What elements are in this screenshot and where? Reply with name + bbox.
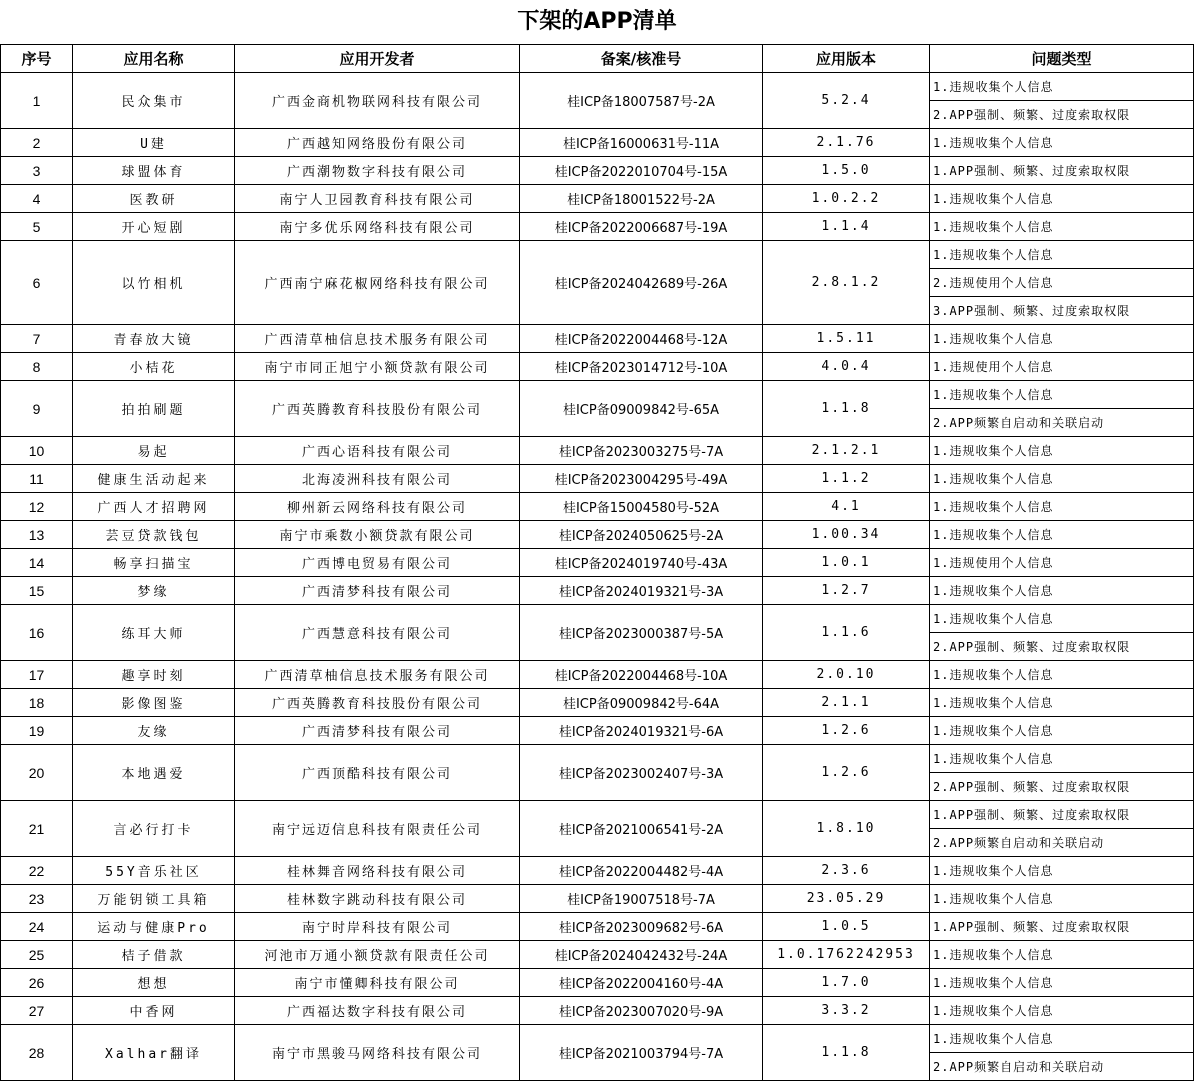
- row-index: 10: [1, 437, 73, 465]
- row-index: 18: [1, 689, 73, 717]
- icp-number-cell: 桂ICP备2024042432号-24A: [520, 941, 763, 969]
- developer-cell: 广西英腾教育科技股份有限公司: [235, 381, 520, 437]
- issue-type-cell: 1.违规使用个人信息: [930, 353, 1194, 381]
- icp-number-cell: 桂ICP备2024050625号-2A: [520, 521, 763, 549]
- developer-cell: 广西南宁麻花椒网络科技有限公司: [235, 241, 520, 325]
- developer-cell: 广西清草柚信息技术服务有限公司: [235, 661, 520, 689]
- icp-number-cell: 桂ICP备2021006541号-2A: [520, 801, 763, 857]
- issue-type-cell: 1.违规收集个人信息: [930, 969, 1194, 997]
- version-cell: 23.05.29: [763, 885, 930, 913]
- issue-type-cell: 1.违规收集个人信息: [930, 745, 1194, 773]
- version-cell: 1.1.6: [763, 605, 930, 661]
- app-name-cell: 55Y音乐社区: [73, 857, 235, 885]
- icp-number-cell: 桂ICP备2022004160号-4A: [520, 969, 763, 997]
- version-cell: 2.1.76: [763, 129, 930, 157]
- app-name-cell: 芸豆贷款钱包: [73, 521, 235, 549]
- icp-number-cell: 桂ICP备2024042689号-26A: [520, 241, 763, 325]
- issue-type-cell: 1.违规收集个人信息: [930, 857, 1194, 885]
- table-row: [1, 185, 1194, 213]
- table-row: [1, 549, 1194, 577]
- app-name-cell: 小桔花: [73, 353, 235, 381]
- app-name-cell: U建: [73, 129, 235, 157]
- app-name-cell: 运动与健康Pro: [73, 913, 235, 941]
- developer-cell: 广西越知网络股份有限公司: [235, 129, 520, 157]
- icp-number-cell: 桂ICP备2022010704号-15A: [520, 157, 763, 185]
- row-index: 11: [1, 465, 73, 493]
- app-name-cell: 青春放大镜: [73, 325, 235, 353]
- issue-type-cell: 2.APP频繁自启动和关联启动: [930, 829, 1194, 857]
- developer-cell: 南宁多优乐网络科技有限公司: [235, 213, 520, 241]
- row-index: 13: [1, 521, 73, 549]
- app-name-cell: 友缘: [73, 717, 235, 745]
- version-cell: 2.8.1.2: [763, 241, 930, 325]
- icp-number-cell: 桂ICP备2022004468号-12A: [520, 325, 763, 353]
- app-name-cell: 影像图鉴: [73, 689, 235, 717]
- app-name-cell: 健康生活动起来: [73, 465, 235, 493]
- issue-type-cell: 1.APP强制、频繁、过度索取权限: [930, 157, 1194, 185]
- app-name-cell: 梦缘: [73, 577, 235, 605]
- row-index: 17: [1, 661, 73, 689]
- developer-cell: 广西清梦科技有限公司: [235, 577, 520, 605]
- issue-type-cell: 1.违规收集个人信息: [930, 437, 1194, 465]
- version-cell: 2.3.6: [763, 857, 930, 885]
- header-row: [1, 45, 1194, 73]
- developer-cell: 广西慧意科技有限公司: [235, 605, 520, 661]
- app-name-cell: 医教研: [73, 185, 235, 213]
- issue-type-cell: 1.违规收集个人信息: [930, 941, 1194, 969]
- table-row: [1, 745, 1194, 773]
- issue-type-cell: 1.APP强制、频繁、过度索取权限: [930, 801, 1194, 829]
- version-cell: 1.0.1: [763, 549, 930, 577]
- issue-type-cell: 2.APP强制、频繁、过度索取权限: [930, 101, 1194, 129]
- header-index: 序号: [1, 45, 73, 73]
- developer-cell: 南宁远迈信息科技有限责任公司: [235, 801, 520, 857]
- issue-type-cell: 1.违规收集个人信息: [930, 241, 1194, 269]
- version-cell: 2.1.2.1: [763, 437, 930, 465]
- developer-cell: 南宁市乘数小额贷款有限公司: [235, 521, 520, 549]
- issue-type-cell: 1.违规收集个人信息: [930, 1025, 1194, 1053]
- version-cell: 4.1: [763, 493, 930, 521]
- icp-number-cell: 桂ICP备2024019321号-6A: [520, 717, 763, 745]
- issue-type-cell: 1.违规收集个人信息: [930, 605, 1194, 633]
- developer-cell: 广西英腾教育科技股份有限公司: [235, 689, 520, 717]
- header-issue-type: 问题类型: [930, 45, 1194, 73]
- issue-type-cell: 1.违规收集个人信息: [930, 577, 1194, 605]
- row-index: 2: [1, 129, 73, 157]
- table-row: [1, 997, 1194, 1025]
- table-row: [1, 73, 1194, 101]
- row-index: 7: [1, 325, 73, 353]
- table-row: [1, 857, 1194, 885]
- row-index: 1: [1, 73, 73, 129]
- row-index: 3: [1, 157, 73, 185]
- header-developer: 应用开发者: [235, 45, 520, 73]
- version-cell: 1.1.4: [763, 213, 930, 241]
- header-app-name: 应用名称: [73, 45, 235, 73]
- table-row: [1, 241, 1194, 269]
- icp-number-cell: 桂ICP备18007587号-2A: [520, 73, 763, 129]
- row-index: 19: [1, 717, 73, 745]
- page-title: 下架的APP清单: [517, 9, 677, 34]
- version-cell: 1.1.8: [763, 1025, 930, 1081]
- developer-cell: 广西清梦科技有限公司: [235, 717, 520, 745]
- icp-number-cell: 桂ICP备2022006687号-19A: [520, 213, 763, 241]
- app-name-cell: 言必行打卡: [73, 801, 235, 857]
- version-cell: 1.0.1762242953: [763, 941, 930, 969]
- app-name-cell: 中香网: [73, 997, 235, 1025]
- issue-type-cell: 1.违规收集个人信息: [930, 717, 1194, 745]
- issue-type-cell: 1.违规收集个人信息: [930, 325, 1194, 353]
- version-cell: 2.0.10: [763, 661, 930, 689]
- developer-cell: 广西福达数字科技有限公司: [235, 997, 520, 1025]
- icp-number-cell: 桂ICP备2023003275号-7A: [520, 437, 763, 465]
- developer-cell: 桂林舞音网络科技有限公司: [235, 857, 520, 885]
- issue-type-cell: 1.违规收集个人信息: [930, 381, 1194, 409]
- developer-cell: 柳州新云网络科技有限公司: [235, 493, 520, 521]
- app-name-cell: 以竹相机: [73, 241, 235, 325]
- issue-type-cell: 2.APP频繁自启动和关联启动: [930, 409, 1194, 437]
- row-index: 25: [1, 941, 73, 969]
- version-cell: 1.2.7: [763, 577, 930, 605]
- app-name-cell: 球盟体育: [73, 157, 235, 185]
- app-name-cell: 开心短剧: [73, 213, 235, 241]
- table-row: [1, 437, 1194, 465]
- app-name-cell: 拍拍刷题: [73, 381, 235, 437]
- app-name-cell: 趣享时刻: [73, 661, 235, 689]
- table-row: [1, 885, 1194, 913]
- developer-cell: 南宁市懂卿科技有限公司: [235, 969, 520, 997]
- row-index: 8: [1, 353, 73, 381]
- issue-type-cell: 1.APP强制、频繁、过度索取权限: [930, 913, 1194, 941]
- icp-number-cell: 桂ICP备2023009682号-6A: [520, 913, 763, 941]
- header-icp-number: 备案/核准号: [520, 45, 763, 73]
- developer-cell: 南宁时岸科技有限公司: [235, 913, 520, 941]
- table-row: [1, 325, 1194, 353]
- version-cell: 1.0.5: [763, 913, 930, 941]
- icp-number-cell: 桂ICP备18001522号-2A: [520, 185, 763, 213]
- developer-cell: 南宁市黑骏马网络科技有限公司: [235, 1025, 520, 1081]
- developer-cell: 北海凌洲科技有限公司: [235, 465, 520, 493]
- version-cell: 1.5.11: [763, 325, 930, 353]
- table-row: [1, 913, 1194, 941]
- app-name-cell: 想想: [73, 969, 235, 997]
- developer-cell: 河池市万通小额贷款有限责任公司: [235, 941, 520, 969]
- icp-number-cell: 桂ICP备2023002407号-3A: [520, 745, 763, 801]
- table-row: [1, 129, 1194, 157]
- row-index: 16: [1, 605, 73, 661]
- issue-type-cell: 1.违规收集个人信息: [930, 997, 1194, 1025]
- version-cell: 1.2.6: [763, 745, 930, 801]
- icp-number-cell: 桂ICP备19007518号-7A: [520, 885, 763, 913]
- table-row: [1, 605, 1194, 633]
- table-row: [1, 661, 1194, 689]
- version-cell: 1.1.8: [763, 381, 930, 437]
- icp-number-cell: 桂ICP备09009842号-65A: [520, 381, 763, 437]
- app-list-table: [0, 44, 1194, 1081]
- icp-number-cell: 桂ICP备16000631号-11A: [520, 129, 763, 157]
- version-cell: 1.0.2.2: [763, 185, 930, 213]
- developer-cell: 广西顶酷科技有限公司: [235, 745, 520, 801]
- issue-type-cell: 2.违规使用个人信息: [930, 269, 1194, 297]
- issue-type-cell: 2.APP频繁自启动和关联启动: [930, 1053, 1194, 1081]
- row-index: 14: [1, 549, 73, 577]
- version-cell: 1.1.2: [763, 465, 930, 493]
- row-index: 27: [1, 997, 73, 1025]
- table-row: [1, 1025, 1194, 1053]
- issue-type-cell: 1.违规收集个人信息: [930, 689, 1194, 717]
- app-name-cell: 广西人才招聘网: [73, 493, 235, 521]
- icp-number-cell: 桂ICP备2024019321号-3A: [520, 577, 763, 605]
- icp-number-cell: 桂ICP备2021003794号-7A: [520, 1025, 763, 1081]
- issue-type-cell: 1.违规收集个人信息: [930, 521, 1194, 549]
- row-index: 5: [1, 213, 73, 241]
- icp-number-cell: 桂ICP备2024019740号-43A: [520, 549, 763, 577]
- developer-cell: 广西金商机物联网科技有限公司: [235, 73, 520, 129]
- icp-number-cell: 桂ICP备2023000387号-5A: [520, 605, 763, 661]
- table-row: [1, 577, 1194, 605]
- version-cell: 1.7.0: [763, 969, 930, 997]
- row-index: 28: [1, 1025, 73, 1081]
- app-name-cell: 民众集市: [73, 73, 235, 129]
- version-cell: 1.00.34: [763, 521, 930, 549]
- version-cell: 5.2.4: [763, 73, 930, 129]
- icp-number-cell: 桂ICP备2023014712号-10A: [520, 353, 763, 381]
- app-name-cell: 练耳大师: [73, 605, 235, 661]
- icp-number-cell: 桂ICP备2023007020号-9A: [520, 997, 763, 1025]
- table-row: [1, 493, 1194, 521]
- version-cell: 1.5.0: [763, 157, 930, 185]
- version-cell: 1.8.10: [763, 801, 930, 857]
- app-name-cell: 桔子借款: [73, 941, 235, 969]
- row-index: 6: [1, 241, 73, 325]
- row-index: 4: [1, 185, 73, 213]
- version-cell: 4.0.4: [763, 353, 930, 381]
- version-cell: 2.1.1: [763, 689, 930, 717]
- row-index: 21: [1, 801, 73, 857]
- row-index: 12: [1, 493, 73, 521]
- app-name-cell: Xalhar翻译: [73, 1025, 235, 1081]
- issue-type-cell: 1.违规收集个人信息: [930, 73, 1194, 101]
- issue-type-cell: 1.违规收集个人信息: [930, 885, 1194, 913]
- developer-cell: 广西心语科技有限公司: [235, 437, 520, 465]
- table-row: [1, 465, 1194, 493]
- row-index: 20: [1, 745, 73, 801]
- icp-number-cell: 桂ICP备2022004482号-4A: [520, 857, 763, 885]
- row-index: 9: [1, 381, 73, 437]
- issue-type-cell: 1.违规收集个人信息: [930, 661, 1194, 689]
- icp-number-cell: 桂ICP备2022004468号-10A: [520, 661, 763, 689]
- table-row: [1, 157, 1194, 185]
- icp-number-cell: 桂ICP备2023004295号-49A: [520, 465, 763, 493]
- row-index: 22: [1, 857, 73, 885]
- issue-type-cell: 1.违规使用个人信息: [930, 549, 1194, 577]
- issue-type-cell: 1.违规收集个人信息: [930, 185, 1194, 213]
- issue-type-cell: 2.APP强制、频繁、过度索取权限: [930, 773, 1194, 801]
- table-row: [1, 353, 1194, 381]
- developer-cell: 广西博电贸易有限公司: [235, 549, 520, 577]
- issue-type-cell: 1.违规收集个人信息: [930, 213, 1194, 241]
- developer-cell: 桂林数字跳动科技有限公司: [235, 885, 520, 913]
- table-row: [1, 689, 1194, 717]
- issue-type-cell: 1.违规收集个人信息: [930, 465, 1194, 493]
- table-body: [1, 73, 1194, 1081]
- issue-type-cell: 3.APP强制、频繁、过度索取权限: [930, 297, 1194, 325]
- app-name-cell: 易起: [73, 437, 235, 465]
- developer-cell: 广西清草柚信息技术服务有限公司: [235, 325, 520, 353]
- version-cell: 3.3.2: [763, 997, 930, 1025]
- row-index: 23: [1, 885, 73, 913]
- table-row: [1, 213, 1194, 241]
- issue-type-cell: 1.违规收集个人信息: [930, 493, 1194, 521]
- table-row: [1, 969, 1194, 997]
- issue-type-cell: 2.APP强制、频繁、过度索取权限: [930, 633, 1194, 661]
- table-row: [1, 381, 1194, 409]
- table-row: [1, 941, 1194, 969]
- row-index: 15: [1, 577, 73, 605]
- app-name-cell: 畅享扫描宝: [73, 549, 235, 577]
- row-index: 24: [1, 913, 73, 941]
- header-version: 应用版本: [763, 45, 930, 73]
- version-cell: 1.2.6: [763, 717, 930, 745]
- icp-number-cell: 桂ICP备09009842号-64A: [520, 689, 763, 717]
- developer-cell: 南宁人卫园教育科技有限公司: [235, 185, 520, 213]
- table-row: [1, 717, 1194, 745]
- issue-type-cell: 1.违规收集个人信息: [930, 129, 1194, 157]
- app-name-cell: 万能钥锁工具箱: [73, 885, 235, 913]
- developer-cell: 南宁市同正旭宁小额贷款有限公司: [235, 353, 520, 381]
- icp-number-cell: 桂ICP备15004580号-52A: [520, 493, 763, 521]
- app-name-cell: 本地遇爱: [73, 745, 235, 801]
- developer-cell: 广西潮物数字科技有限公司: [235, 157, 520, 185]
- row-index: 26: [1, 969, 73, 997]
- table-row: [1, 521, 1194, 549]
- table-row: [1, 801, 1194, 829]
